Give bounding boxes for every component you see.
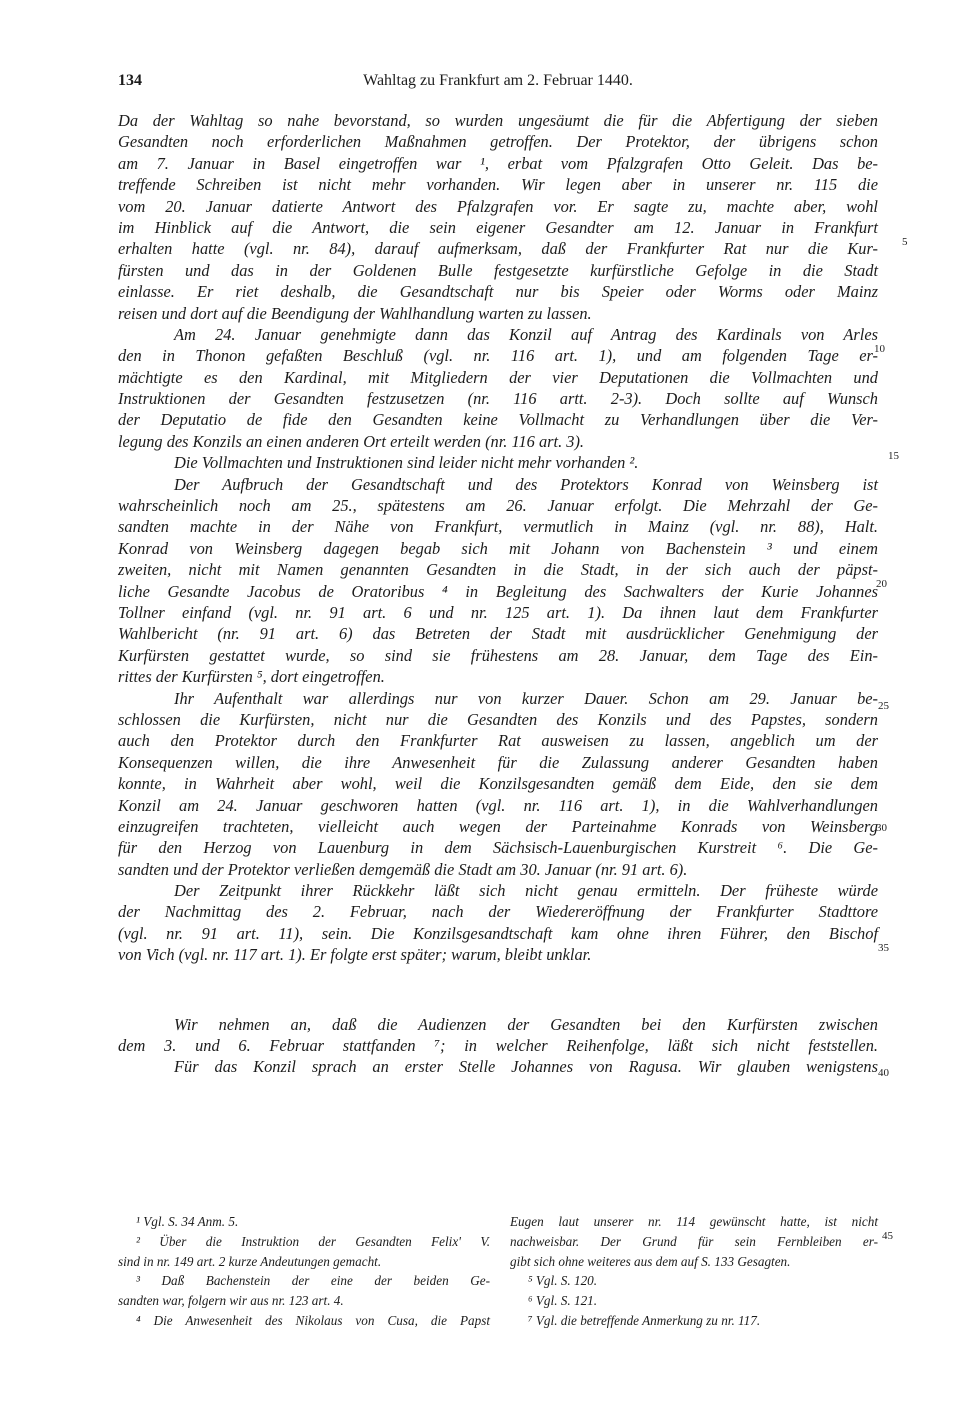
text-line: dem 3. und 6. Februar stattfanden ⁷; in welcher Reihenfolge, läßt sich nicht feststellen. xyxy=(118,1036,878,1056)
footnote-line: ⁵ Vgl. S. 120. xyxy=(528,1273,598,1289)
footnotes-left xyxy=(118,1212,490,1331)
text-line: Für das Konzil sprach an erster Stelle Johannes von Ragusa. Wir glauben wenigstens xyxy=(174,1057,878,1077)
line-number: 35 xyxy=(878,942,889,954)
line-number: 20 xyxy=(876,578,887,590)
page-header xyxy=(118,72,878,98)
text-line: sandten machte in der Nähe von Frankfurt, vermutlich in Mainz (vgl. nr. 88), Halt. xyxy=(118,517,878,537)
text-line: fürsten und das in der Goldenen Bulle festgesetzte kurfürstliche Gefolge in die Stadt xyxy=(118,260,878,280)
text-line: Instruktionen der Gesandten festzusetzen (nr. 116 artt. 2-3). Doch sollte auf Wunsch xyxy=(118,389,878,409)
text-line: vom 20. Januar datierte Antwort des Pfalzgrafen vor. Er sagte zu, machte aber, wohl xyxy=(118,196,878,216)
running-title: Wahltag zu Frankfurt am 2. Februar 1440. xyxy=(363,72,633,89)
text-line: wahrscheinlich noch am 25., spätestens am 26. Januar erfolgt. Die Mehrzahl der Ge- xyxy=(118,496,878,516)
text-line: liche Gesandte Jacobus de Oratoribus ⁴ in Begleitung des Sachwalters der Kurie Johannes xyxy=(118,581,878,601)
line-number: 5 xyxy=(902,236,908,248)
text-line: Da der Wahltag so nahe bevorstand, so wurden ungesäumt die für die Abfertigung der sieben xyxy=(118,111,878,130)
text-line: legung des Konzils an einen anderen Ort erteilt werden (nr. 116 art. 3). xyxy=(118,431,585,451)
line-number: 45 xyxy=(882,1230,893,1242)
text-line: Gesandten noch erforderlichen Maßnahmen getroffen. Der Protektor, der übrigens schon xyxy=(118,132,878,152)
paragraph-gap xyxy=(118,966,878,990)
text-line: auch den Protektor durch den Frankfurter Rat ausweisen zu lassen, angeblich um der xyxy=(118,731,878,751)
text-line: im Hinblick auf die Antwort, die sein eigener Gesandter am 12. Januar in Frankfurt xyxy=(118,217,878,237)
footnote-line: ⁷ Vgl. die betreffende Anmerkung zu nr. 117. xyxy=(528,1312,761,1328)
main-text xyxy=(118,110,878,1078)
line-number: 40 xyxy=(878,1067,889,1079)
text-line: Tollner einfand (vgl. nr. 91 art. 6 und nr. 125 art. 1). Da ihnen laut dem Frankfurter xyxy=(118,602,878,622)
text-line: rittes der Kurfürsten ⁵, dort eingetroffen. xyxy=(118,667,385,687)
footnote-line: gibt sich ohne weiteres aus dem auf S. 133 Gesagten. xyxy=(510,1253,791,1269)
text-line: treffende Schreiben ist nicht mehr vorhanden. Wir legen aber in unserer nr. 115 die xyxy=(118,175,878,195)
page-number: 134 xyxy=(118,72,142,89)
text-line: den in Thonon gefaßten Beschluß (vgl. nr. 116 art. 1), und am folgenden Tage er- xyxy=(118,346,878,366)
text-line: Am 24. Januar genehmigte dann das Konzil auf Antrag des Kardinals von Arles xyxy=(174,324,878,344)
text-line: Ihr Aufenthalt war allerdings nur von kurzer Dauer. Schon am 29. Januar be- xyxy=(174,688,878,708)
text-line: reisen und dort auf die Beendigung der Wahlhandlung warten zu lassen. xyxy=(118,303,592,323)
line-number: 15 xyxy=(888,450,899,462)
footnote-line: ⁶ Vgl. S. 121. xyxy=(528,1293,598,1309)
text-line: der Deputatio de fide den Gesandten keine Vollmacht zu Verhandlungen über die Ver- xyxy=(118,410,878,430)
text-line: der Nachmittag des 2. Februar, nach der Wiedereröffnung der Frankfurter Stadttore xyxy=(118,902,878,922)
text-line: von Vich (vgl. nr. 117 art. 1). Er folgte erst später; warum, bleibt unklar. xyxy=(118,945,592,965)
text-line: Konrad von Weinsberg dagegen begab sich mit Johann von Bachenstein ³ und einem xyxy=(118,538,878,558)
text-line: einlasse. Er riet deshalb, die Gesandtschaft nur bis Speier oder Worms oder Mainz xyxy=(118,282,878,302)
paragraph-gap xyxy=(118,990,878,1014)
text-line: Konzil am 24. Januar geschworen hatten (vgl. nr. 116 art. 1), in die Wahlverhandlungen xyxy=(118,795,878,815)
footnote-line: ¹ Vgl. S. 34 Anm. 5. xyxy=(136,1214,239,1229)
text-line: Wir nehmen an, daß die Audienzen der Gesandten bei den Kurfürsten zwischen xyxy=(174,1014,878,1034)
text-line: Kurfürsten gestattet wurde, so sind sie frühestens am 28. Januar, dem Tage des Ein- xyxy=(118,645,878,665)
text-line: schlossen die Kurfürsten, nicht nur die Gesandten des Konzils und des Papstes, sondern xyxy=(118,709,878,729)
text-line: Konsequenzen willen, die ihre Anwesenheit für die Zulassung anderer Gesandten haben xyxy=(118,752,878,772)
text-line: Der Zeitpunkt ihrer Rückkehr läßt sich nicht genau ermitteln. Der früheste würde xyxy=(174,881,878,901)
text-line: am 7. Januar in Basel eingetroffen war ¹, erbat vom Pfalzgrafen Otto Geleit. Das be- xyxy=(118,153,878,173)
footnote-line: sandten war, folgern wir aus nr. 123 art. 4. xyxy=(118,1293,344,1309)
footnote-line: ² Über die Instruktion der Gesandten Felix' V. xyxy=(136,1233,490,1249)
footnote-line: sind in nr. 149 art. 2 kurze Andeutungen gemacht. xyxy=(118,1253,382,1269)
text-line: einzugreifen trachteten, vielleicht auch wegen der Parteinahme Konrads von Weinsberg xyxy=(118,816,878,836)
text-line: für den Herzog von Lauenburg in dem Sächsisch-Lauenburgischen Kurstreit ⁶. Die Ge- xyxy=(118,838,878,858)
footnote-line: ³ Daß Bachenstein der eine der beiden Ge- xyxy=(136,1273,490,1289)
text-line: Die Vollmachten und Instruktionen sind leider nicht mehr vorhanden ². xyxy=(174,453,639,473)
footnotes-right xyxy=(510,1212,878,1331)
text-line: sandten und der Protektor verließen demgemäß die Stadt am 30. Januar (nr. 91 art. 6). xyxy=(118,859,688,879)
line-number: 30 xyxy=(876,822,887,834)
footnote-line: ⁴ Die Anwesenheit des Nikolaus von Cusa, die Papst xyxy=(136,1312,490,1328)
footnote-line: Eugen laut unserer nr. 114 gewünscht hatte, ist nicht xyxy=(510,1214,878,1229)
line-number: 25 xyxy=(878,700,889,712)
text-line: zweiten, nicht mit Namen genannten Gesandten in die Stadt, in der sich auch der päpst- xyxy=(118,560,878,580)
footnote-line: nachweisbar. Der Grund für sein Fernbleiben er- xyxy=(510,1233,878,1249)
text-line: (vgl. nr. 91 art. 11), sein. Die Konzilsgesandtschaft kam ohne ihren Führer, den Bischof xyxy=(118,923,878,943)
line-number: 10 xyxy=(874,343,885,355)
text-line: mächtigte es den Kardinal, mit Mitgliedern der vier Deputationen die Vollmachten und xyxy=(118,367,878,387)
text-line: Der Aufbruch der Gesandtschaft und des Protektors Konrad von Weinsberg ist xyxy=(174,474,878,494)
text-line: Wahlbericht (nr. 91 art. 6) das Betreten der Stadt mit ausdrücklicher Genehmigung der xyxy=(118,624,878,644)
text-line: erhalten hatte (vgl. nr. 84), darauf aufmerksam, daß der Frankfurter Rat nur die Kur- xyxy=(118,239,878,259)
text-line: konnte, in Wahrheit aber wohl, weil die Konzilsgesandten gemäß dem Eide, den sie dem xyxy=(118,774,878,794)
